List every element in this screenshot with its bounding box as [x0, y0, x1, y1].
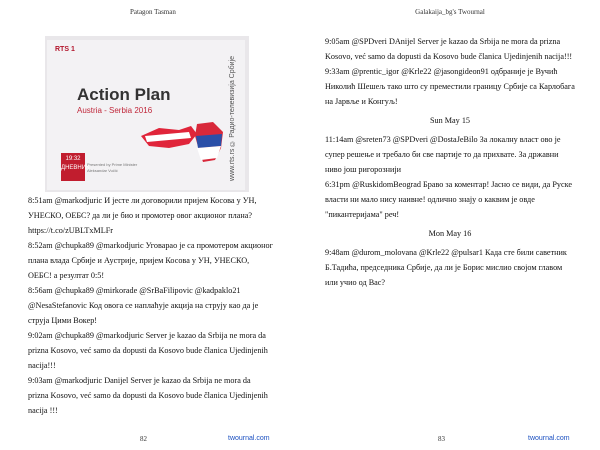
tweet-entry: 8:51am @markodjuric И јесте ли договорили пријем Косова у УН, УНЕСКО, ОЕБС? да ли је био и промотер овог акционог плана? https://t.co/zUBLTxMLFr [28, 196, 257, 235]
tweet-entry: 9:02am @chupka89 @markodjuric Server je kazao da Srbija ne mora da prizna Kosovo, već samo da dopusti da Kosovo bude članica Ujedinjenih nacija!!! [28, 331, 268, 370]
watermark-text: www.rts.rs © Радио-телевизија Србије [229, 56, 236, 181]
tweet-entry: 6:31pm @RuskidomBeograd Браво за коментар! Јасно се види, да Руске власти ни мало нису наивне! одлично знају о каквим је овде "пикантеријама" реч! [325, 180, 573, 219]
serbia-blue-band [196, 134, 222, 148]
tweet-entry: 8:52am @chupka89 @markodjuric Уговарао је са промотером акционог плана влада Србије и Аустрије, пријем Косова у УН, УНЕСКО, ОЕБС! а резултат 0:5! [28, 241, 273, 280]
slide-subtitle: Austria - Serbia 2016 [77, 106, 153, 115]
presenter-caption [87, 162, 137, 174]
left-tweet-column [28, 193, 273, 418]
right-page [300, 0, 600, 450]
badge-time: 19:32 [65, 156, 81, 162]
date-heading: Sun May 15 [429, 116, 471, 125]
caption-line-2: Aleksandar Vučić [87, 168, 118, 173]
tweet-entry: 11:14am @sreten73 @SPDveri @DostaJeBilo За локалну власт ово је супер решење и требало би све партије то да прихвате. За државни ниво још ригорознији [325, 135, 561, 174]
photo-frame [47, 40, 245, 190]
badge-label: ДНЕВНИК [61, 165, 90, 171]
page-number: 83 [438, 435, 445, 443]
site-link[interactable]: twournal.com [528, 435, 570, 442]
slide-title: Action Plan [77, 85, 171, 104]
site-link[interactable]: twournal.com [228, 435, 270, 442]
page-number: 82 [140, 435, 147, 443]
date-heading: Mon May 16 [428, 229, 472, 238]
tweet-entry: 9:05am @SPDveri DAnijel Server je kazao da Srbija ne mora da prizna Kosovo, već samo da dopusti da Kosovo bude članica Ujedinjenih nacija!!! [325, 37, 573, 61]
tweet-entry: 9:33am @prentic_igor @Krle22 @jasongideon91 одбраније је Вучић Николић Шешељ тако што су преместили границу Србије са Карлобага на Јарвље и Конгуљ! [325, 67, 575, 106]
tv-screenshot-photo [45, 36, 249, 192]
running-header: Galakaija_bg's Twournal [415, 8, 485, 16]
tweet-entry: 9:03am @markodjuric Danijel Server je kazao da Srbija ne mora da prizna Kosovo, već samo da dopusti da Kosovo bude članica Ujedinjenih nacija !!! [28, 376, 268, 415]
running-header: Patagon Tasman [130, 8, 176, 16]
news-badge [61, 153, 90, 181]
austria-serbia-map-graphic [139, 118, 229, 168]
caption-line-1: Presented by Prime Minister [87, 162, 138, 167]
right-tweet-column [325, 34, 575, 290]
tweet-entry: 9:48am @durom_molovana @Krle22 @pulsar1 Када сте били саветник Б.Тадића, председника Србије, да ли је Борис мислио својом главом или учио од Вас? [325, 248, 567, 287]
tweet-entry: 8:56am @chupka89 @mirkorade @SrBaFilipovic @kadpaklo21 @NesaStefanovic Код овога се наплаћује акција на струју као да је струја Цими Вокер! [28, 286, 259, 325]
channel-logo: RTS 1 [55, 46, 75, 53]
serbia-white-band [197, 146, 221, 160]
